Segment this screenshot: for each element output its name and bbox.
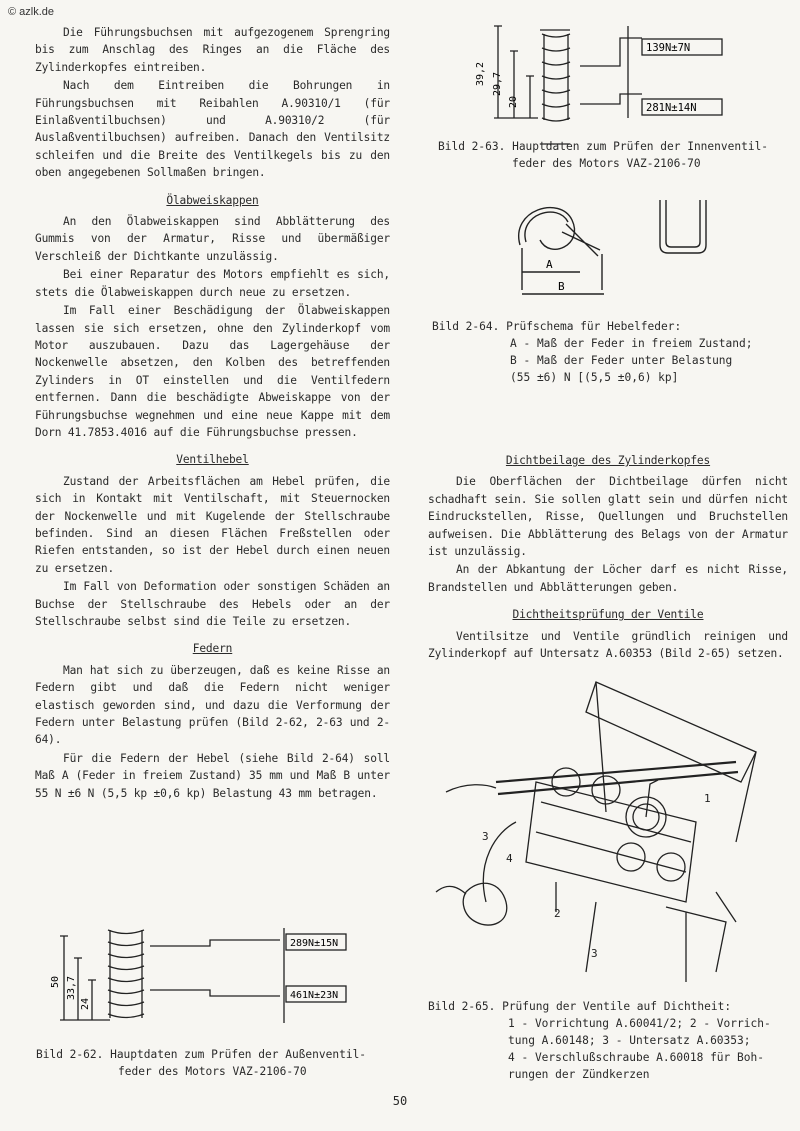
caption-line: Bild 2-63. Hauptdaten zum Prüfen der Innenventil- — [438, 140, 769, 153]
caption-line: Bild 2-65. Prüfung der Ventile auf Dichtheit: — [428, 1000, 732, 1013]
caption-line: tung A.60148; 3 - Untersatz A.60353; — [508, 1034, 751, 1047]
caption-line: Bild 2-64. Prüfschema für Hebelfeder: — [432, 320, 682, 333]
figure-caption — [428, 998, 793, 1083]
load-label: 289N±15N — [290, 938, 339, 949]
figure-2-65 — [436, 672, 788, 992]
callout-label: 4 — [506, 852, 513, 865]
watermark: © azlk.de — [8, 6, 55, 18]
paragraph: Im Fall von Deformation oder sonstigen Schäden an Buchse der Stellschraube des Hebels oder an der Stellschraube selbst sind die Teile zu ersetzen. — [35, 580, 390, 628]
figure-caption — [36, 1046, 396, 1080]
dim-label: 29,7 — [492, 71, 503, 96]
caption-line: rungen der Zündkerzen — [508, 1068, 650, 1081]
section-heading: Dichtbeilage des Zylinderkopfes — [505, 454, 711, 467]
figure-2-62 — [50, 928, 350, 1028]
load-label: 139N±7N — [646, 42, 691, 54]
figure-2-64 — [500, 190, 740, 305]
caption-line: B - Maß der Feder unter Belastung — [510, 354, 733, 367]
paragraph: Die Oberflächen der Dichtbeilage dürfen nicht schadhaft sein. Sie sollen glatt sein und dürfen nicht Eindruckstellen, Risse, Quellungen und Bruchstellen aufweisen. Die Abblätterung des Belags von der Armatur ist unzulässig. — [428, 475, 788, 559]
dim-label: 33,7 — [66, 975, 77, 1000]
dim-label: 20 — [508, 95, 519, 108]
caption-line: feder des Motors VAZ-2106-70 — [118, 1065, 307, 1078]
callout-label: 2 — [554, 907, 561, 920]
caption-line: 1 - Vorrichtung A.60041/2; 2 - Vorrich- — [508, 1017, 771, 1030]
paragraph: Zustand der Arbeitsflächen am Hebel prüfen, die sich in Kontakt mit Ventilschaft, mit Steuernocken der Nockenwelle und mit Kugelende der Stellschraube befinden. Sind an diesen Flächen Freßstellen oder Riefen entstanden, so ist der Hebel durch einen neuen zu ersetzen. — [35, 474, 390, 575]
dim-label: 24 — [80, 997, 91, 1010]
lever-spring-diagram — [500, 190, 740, 305]
dim-label: B — [558, 280, 565, 293]
valve-leak-test-rig-illustration — [436, 672, 788, 992]
section-heading: Ölabweiskappen — [166, 193, 259, 207]
caption-line: A - Maß der Feder in freiem Zustand; — [510, 337, 753, 350]
section-heading: Dichtheitsprüfung der Ventile — [512, 608, 704, 622]
section-heading: Ventilhebel — [176, 453, 249, 467]
load-label: 461N±23N — [290, 990, 339, 1001]
callout-label: 3 — [482, 830, 489, 843]
paragraph: Nach dem Eintreiben die Bohrungen in Führungsbuchsen mit Reibahlen A.90310/1 (für Einlaßventilbuchsen) und A.90310/2 (für Auslaßventilbuchsen) aufreiben. Danach den Ventilsitz schleifen und die Breite des Ventilkegels bis zu den oben angegebenen Sollmaßen bringen. — [35, 79, 390, 180]
inner-spring-diagram — [475, 26, 780, 121]
load-label: 281N±14N — [646, 102, 697, 114]
caption-line: Bild 2-62. Hauptdaten zum Prüfen der Außenventil- — [36, 1048, 367, 1061]
callout-label: 3 — [591, 947, 598, 960]
page-number: 50 — [392, 1094, 408, 1108]
paragraph: Die Führungsbuchsen mit aufgezogenem Sprengring bis zum Anschlag des Ringes an die Fläche des Zylinderkopfes eintreiben. — [35, 26, 390, 74]
section-heading: Federn — [192, 642, 233, 656]
left-column — [35, 24, 390, 803]
right-column — [428, 452, 788, 663]
figure-2-63 — [475, 26, 780, 121]
figure-caption — [432, 318, 782, 386]
outer-spring-diagram — [50, 928, 350, 1028]
callout-label: 1 — [704, 792, 711, 805]
paragraph: An den Ölabweiskappen sind Abblätterung des Gummis von der Armatur, Risse und übermäßiger Verschleiß der Dichtkante unzulässig. — [35, 215, 390, 263]
paragraph: Ventilsitze und Ventile gründlich reinigen und Zylinderkopf auf Untersatz A.60353 (Bild 2-65) setzen. — [428, 629, 788, 661]
caption-line: 4 - Verschlußschraube A.60018 für Boh- — [508, 1051, 764, 1064]
paragraph: Bei einer Reparatur des Motors empfiehlt es sich, stets die Ölabweiskappen durch neue zu ersetzen. — [35, 268, 390, 299]
paragraph: An der Abkantung der Löcher darf es nicht Risse, Brandstellen und Abblätterungen geben. — [428, 563, 788, 594]
paragraph: Für die Federn der Hebel (siehe Bild 2-64) soll Maß A (Feder in freiem Zustand) 35 mm und Maß B unter 55 N ±6 N (5,5 kp ±0,6 kp) Belastung 43 mm betragen. — [35, 751, 390, 800]
dim-label: A — [546, 258, 553, 271]
caption-line: (55 ±6) N [(5,5 ±0,6) kp] — [510, 371, 679, 384]
paragraph: Im Fall einer Beschädigung der Ölabweiskappen lassen sie sich ersetzen, ohne den Zylinderkopf vom Motor auszubauen. Dazu das Lagergehäuse der Nockenwelle absetzen, den Kolben des betreffenden Zylinders in OT einstellen und die Ventilfedern entfernen. Dann die beschädigte Abweiskappe von der Führungsbuchse wegnehmen und eine neue Kappe mit dem Dorn 41.7853.4016 auf die Führungsbuchse pressen. — [35, 304, 390, 439]
caption-line: feder des Motors VAZ-2106-70 — [512, 157, 701, 170]
dim-label: 50 — [50, 975, 61, 988]
dim-label: 39,2 — [475, 61, 486, 86]
figure-caption — [438, 138, 788, 172]
paragraph: Man hat sich zu überzeugen, daß es keine Risse an Federn gibt und daß die Federn nicht weniger elastisch geworden sind, und dazu die Verformung der Federn unter Belastung prüfen (Bild 2-62, 2-63 und 2-64). — [35, 663, 390, 747]
